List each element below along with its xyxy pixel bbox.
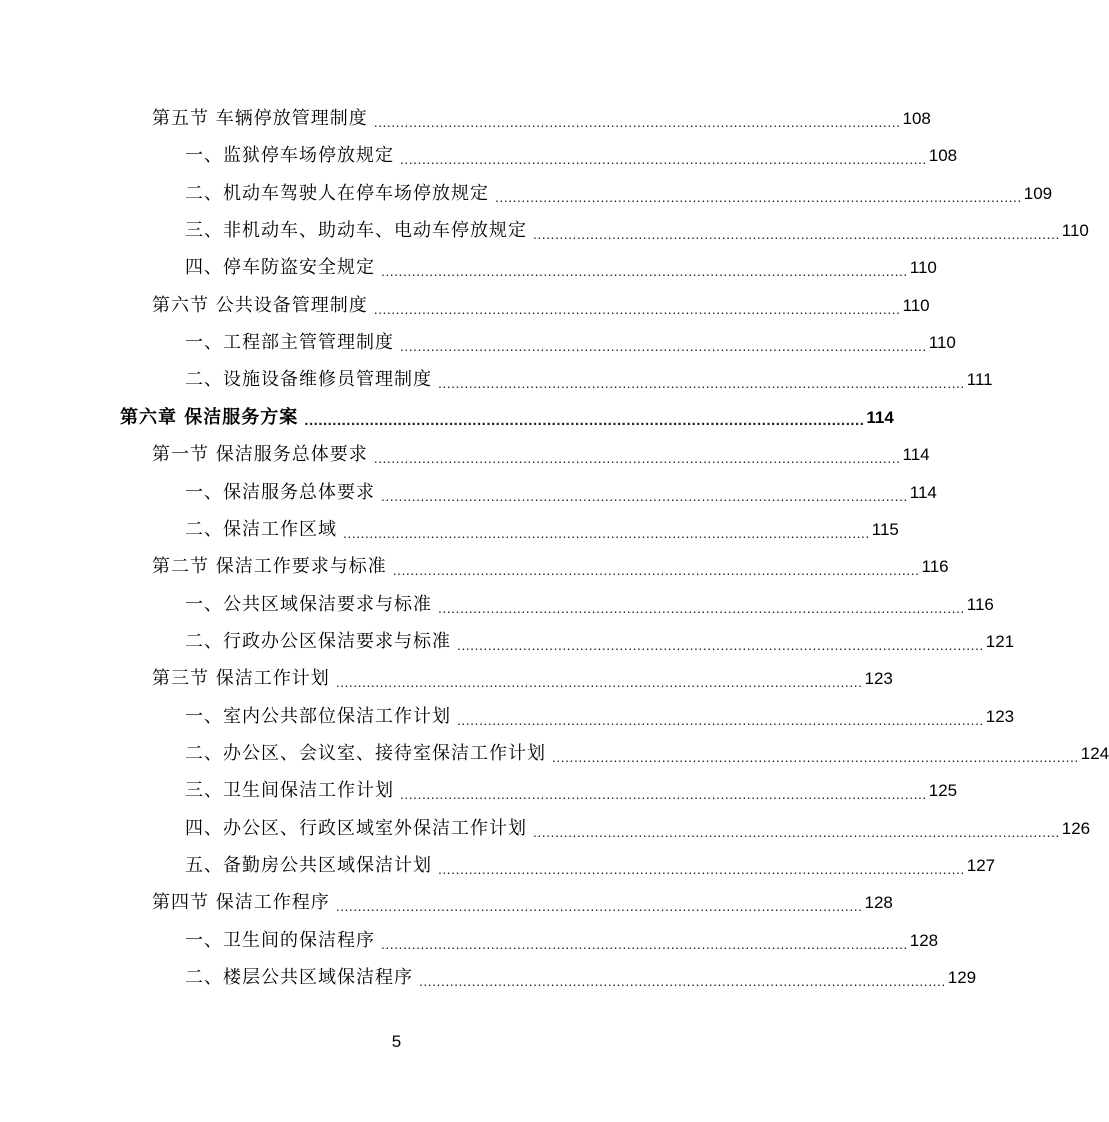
toc-dot-leader: ........................................................................................................................ xyxy=(343,524,870,541)
toc-dot-leader: ........................................................................................................................ xyxy=(438,599,965,616)
toc-entry-item[interactable] xyxy=(185,623,1015,660)
toc-entry-page: 115 xyxy=(871,519,899,539)
toc-entry-page: 114 xyxy=(902,445,930,465)
toc-entry-page: 126 xyxy=(1061,818,1091,838)
toc-entry-label: 二、行政办公区保洁要求与标准 xyxy=(185,630,451,652)
toc-dot-leader: ........................................................................................................................ xyxy=(457,636,984,653)
toc-entry-item[interactable] xyxy=(185,847,996,884)
toc-dot-leader: ........................................................................................................................ xyxy=(335,674,863,691)
toc-entry-label: 第六章 保洁服务方案 xyxy=(120,406,299,428)
toc-entry-page: 128 xyxy=(864,893,893,913)
toc-dot-leader: ........................................................................................................................ xyxy=(392,562,920,579)
toc-dot-leader: ........................................................................................................................ xyxy=(533,823,1060,840)
toc-entry-label: 四、停车防盗安全规定 xyxy=(185,257,375,279)
toc-dot-leader: ........................................................................................................................ xyxy=(419,973,946,990)
toc-entry-label: 第一节 保洁服务总体要求 xyxy=(152,444,368,466)
toc-dot-leader: ........................................................................................................................ xyxy=(400,338,927,355)
toc-entry-label: 五、备勤房公共区域保洁计划 xyxy=(185,855,432,876)
toc-dot-leader: ........................................................................................................................ xyxy=(552,748,1079,765)
toc-dot-leader: ........................................................................................................................ xyxy=(381,935,908,952)
toc-entry-page: 125 xyxy=(928,781,958,801)
toc-entry-page: 123 xyxy=(864,669,893,689)
toc-entry-item[interactable] xyxy=(185,511,899,548)
toc-entry-label: 二、楼层公共区域保洁程序 xyxy=(185,967,413,989)
toc-entry-page: 129 xyxy=(947,968,977,988)
toc-entry-label: 一、卫生间的保洁程序 xyxy=(185,929,375,951)
toc-entry-label: 二、办公区、会议室、接待室保洁工作计划 xyxy=(185,742,546,764)
toc-dot-leader: ........................................................................................................................ xyxy=(400,786,927,803)
toc-dot-leader: ........................................................................................................................ xyxy=(304,411,865,429)
toc-entry-item[interactable] xyxy=(185,249,937,286)
toc-entry-page: 116 xyxy=(921,557,949,577)
toc-entry-page: 110 xyxy=(928,333,956,353)
toc-entry-section[interactable] xyxy=(152,884,893,921)
toc-dot-leader: ........................................................................................................................ xyxy=(373,114,901,130)
toc-entry-item[interactable] xyxy=(185,212,1089,249)
toc-entry-item[interactable] xyxy=(185,810,1091,847)
toc-dot-leader: ........................................................................................................................ xyxy=(373,300,901,317)
toc-dot-leader: ........................................................................................................................ xyxy=(438,375,965,392)
toc-entry-label: 二、保洁工作区域 xyxy=(185,518,337,540)
toc-entry-label: 二、机动车驾驶人在停车场停放规定 xyxy=(185,182,489,204)
toc-entry-label: 一、公共区域保洁要求与标准 xyxy=(185,593,432,615)
toc-entry-label: 一、室内公共部位保洁工作计划 xyxy=(185,705,451,727)
toc-entry-item[interactable] xyxy=(185,586,994,623)
toc-entry-page: 109 xyxy=(1023,183,1053,203)
toc-dot-leader: ........................................................................................................................ xyxy=(533,226,1060,243)
toc-entry-item[interactable] xyxy=(185,772,958,809)
toc-entry-page: 123 xyxy=(985,706,1015,726)
toc-entry-label: 三、非机动车、助动车、电动车停放规定 xyxy=(185,220,527,242)
toc-entry-chapter[interactable] xyxy=(120,399,894,436)
toc-entry-item[interactable] xyxy=(185,735,1109,772)
toc-dot-leader: ........................................................................................................................ xyxy=(373,450,901,467)
toc-dot-leader: ........................................................................................................................ xyxy=(381,263,908,280)
toc-dot-leader: ........................................................................................................................ xyxy=(438,861,965,877)
toc-entry-section[interactable] xyxy=(152,436,930,473)
toc-entry-item[interactable] xyxy=(185,922,939,959)
toc-dot-leader: ........................................................................................................................ xyxy=(335,898,863,915)
toc-entry-page: 124 xyxy=(1080,743,1109,763)
toc-entry-page: 121 xyxy=(985,631,1015,651)
toc-entry-page: 110 xyxy=(909,258,937,278)
toc-entry-page: 108 xyxy=(902,109,931,128)
toc-entry-page: 111 xyxy=(966,370,993,390)
toc-entry-label: 一、监狱停车场停放规定 xyxy=(185,145,394,167)
toc-entry-label: 三、卫生间保洁工作计划 xyxy=(185,780,394,802)
toc-entry-section[interactable] xyxy=(152,287,930,324)
toc-dot-leader: ........................................................................................................................ xyxy=(400,151,927,168)
toc-entry-item[interactable] xyxy=(185,175,1053,212)
toc-entry-label: 一、保洁服务总体要求 xyxy=(185,481,375,503)
toc-entry-label: 一、工程部主管管理制度 xyxy=(185,332,394,354)
toc-entry-page: 116 xyxy=(966,594,994,614)
toc-entry-label: 二、设施设备维修员管理制度 xyxy=(185,369,432,391)
page-number: 5 xyxy=(391,1032,402,1051)
toc-entry-page: 114 xyxy=(909,482,937,502)
toc-entry-page: 110 xyxy=(1061,221,1089,241)
toc-dot-leader: ........................................................................................................................ xyxy=(381,487,908,504)
toc-entry-page: 108 xyxy=(928,146,958,166)
toc-dot-leader: ........................................................................................................................ xyxy=(495,188,1022,205)
toc-entry-label: 第六节 公共设备管理制度 xyxy=(152,294,368,316)
toc-entry-page: 110 xyxy=(902,295,930,315)
toc-entry-item[interactable] xyxy=(185,361,993,398)
toc-entry-label: 第五节 车辆停放管理制度 xyxy=(152,108,368,129)
toc-entry-page: 128 xyxy=(909,930,939,950)
toc-entry-page: 114 xyxy=(866,407,894,427)
toc-dot-leader: ........................................................................................................................ xyxy=(457,711,984,728)
toc-entry-label: 第四节 保洁工作程序 xyxy=(152,892,330,914)
toc-entry-section[interactable] xyxy=(152,660,893,697)
toc-entry-item[interactable] xyxy=(185,474,937,511)
toc-entry-label: 第二节 保洁工作要求与标准 xyxy=(152,556,387,578)
toc-entry-section[interactable] xyxy=(152,100,931,137)
toc-entry-page: 127 xyxy=(966,856,996,875)
toc-entry-item[interactable] xyxy=(185,698,1015,735)
toc-entry-section[interactable] xyxy=(152,548,949,585)
toc-entry-item[interactable] xyxy=(185,959,977,996)
toc-entry-item[interactable] xyxy=(185,324,956,361)
toc-entry-item[interactable] xyxy=(185,137,958,174)
toc-entry-label: 四、办公区、行政区域室外保洁工作计划 xyxy=(185,817,527,839)
toc-entry-label: 第三节 保洁工作计划 xyxy=(152,668,330,690)
